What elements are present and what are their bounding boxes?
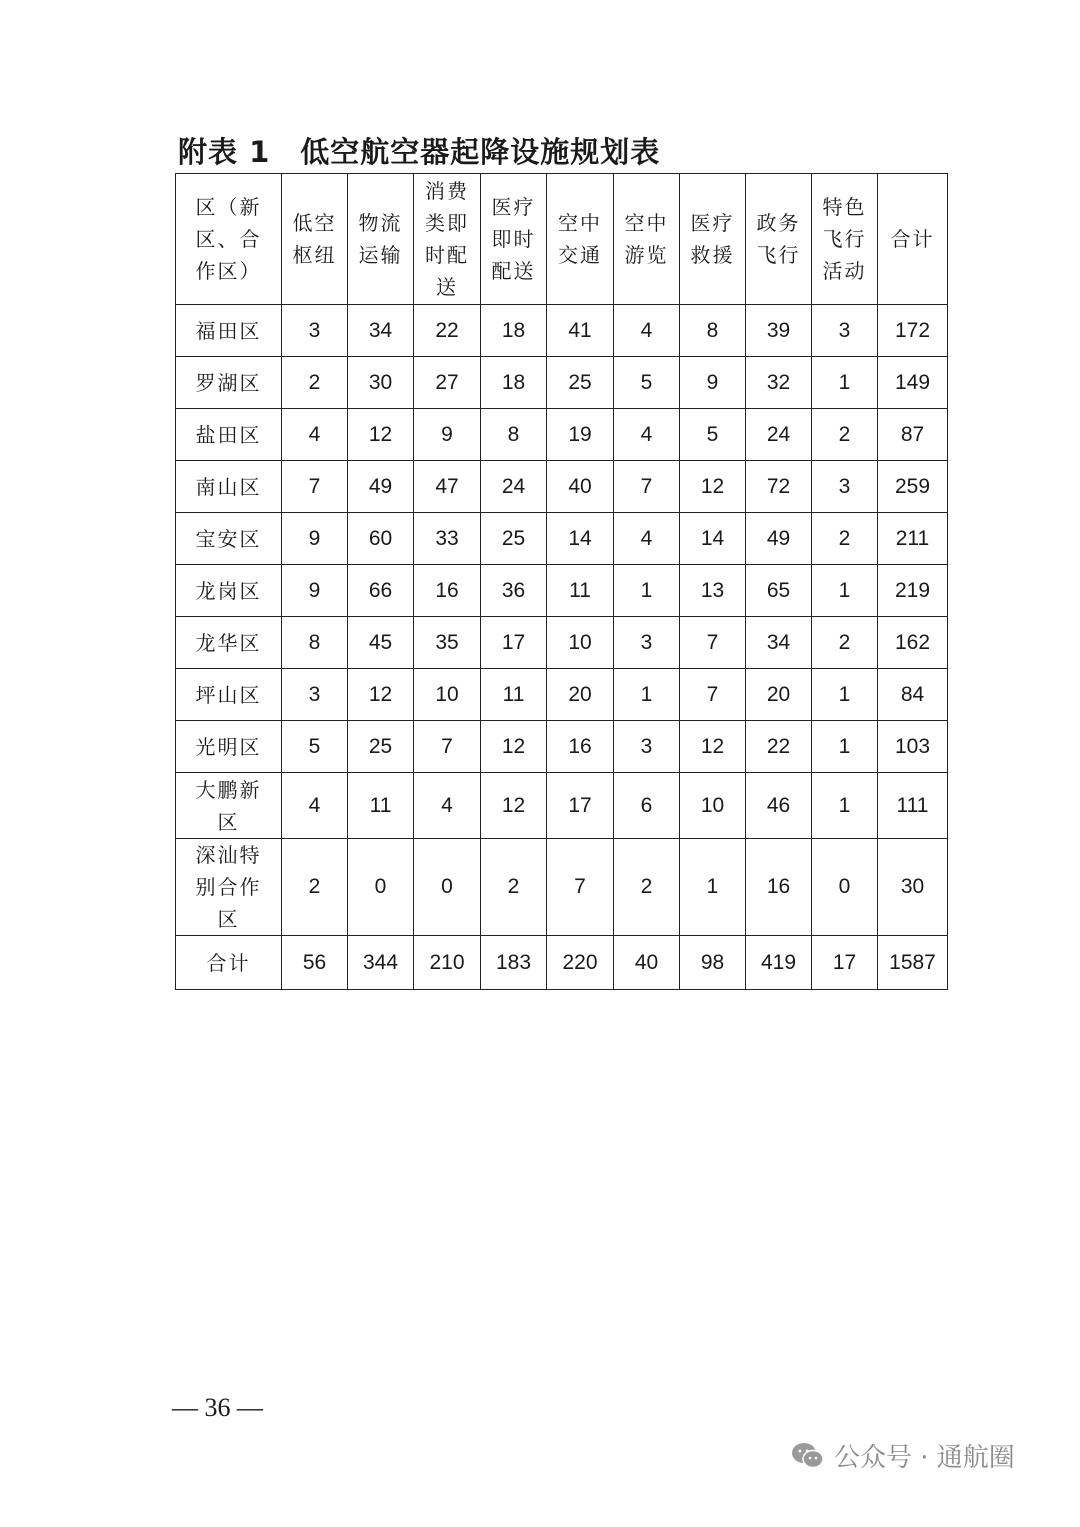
value-cell: 3 [282,669,348,721]
total-value-cell: 183 [481,936,547,990]
total-value-cell: 17 [812,936,878,990]
table-row [176,839,948,936]
value-cell: 30 [878,839,948,936]
total-label: 合计 [176,936,282,990]
facility-plan-table [175,173,948,990]
value-cell: 1 [614,565,680,617]
table-row [176,669,948,721]
value-cell: 7 [614,461,680,513]
total-row [176,936,948,990]
value-cell: 66 [348,565,414,617]
district-cell: 坪山区 [176,669,282,721]
value-cell: 25 [481,513,547,565]
value-cell: 24 [746,409,812,461]
value-cell: 22 [414,305,481,357]
header-medical-delivery: 医疗即时配送 [481,174,547,305]
value-cell: 4 [614,513,680,565]
value-cell: 11 [547,565,614,617]
value-cell: 4 [282,409,348,461]
value-cell: 172 [878,305,948,357]
value-cell: 0 [348,839,414,936]
value-cell: 1 [812,565,878,617]
value-cell: 4 [614,305,680,357]
value-cell: 259 [878,461,948,513]
value-cell: 211 [878,513,948,565]
value-cell: 20 [547,669,614,721]
district-cell: 福田区 [176,305,282,357]
value-cell: 3 [812,461,878,513]
value-cell: 60 [348,513,414,565]
value-cell: 8 [481,409,547,461]
value-cell: 12 [348,409,414,461]
value-cell: 10 [414,669,481,721]
value-cell: 3 [614,721,680,773]
district-cell: 罗湖区 [176,357,282,409]
value-cell: 3 [614,617,680,669]
value-cell: 34 [348,305,414,357]
value-cell: 0 [812,839,878,936]
header-hub: 低空枢纽 [282,174,348,305]
value-cell: 17 [547,773,614,839]
district-cell: 龙岗区 [176,565,282,617]
table-row [176,721,948,773]
value-cell: 9 [282,513,348,565]
header-district: 区（新区、合作区） [176,174,282,305]
header-special-flight: 特色飞行活动 [812,174,878,305]
value-cell: 13 [680,565,746,617]
value-cell: 2 [812,617,878,669]
value-cell: 5 [614,357,680,409]
value-cell: 7 [547,839,614,936]
value-cell: 39 [746,305,812,357]
value-cell: 4 [614,409,680,461]
value-cell: 47 [414,461,481,513]
value-cell: 9 [282,565,348,617]
value-cell: 10 [680,773,746,839]
value-cell: 2 [282,839,348,936]
total-value-cell: 40 [614,936,680,990]
value-cell: 18 [481,357,547,409]
value-cell: 12 [481,773,547,839]
district-cell: 龙华区 [176,617,282,669]
district-cell: 深汕特别合作区 [176,839,282,936]
value-cell: 3 [282,305,348,357]
value-cell: 12 [680,721,746,773]
value-cell: 111 [878,773,948,839]
table-row [176,565,948,617]
value-cell: 65 [746,565,812,617]
value-cell: 49 [746,513,812,565]
value-cell: 72 [746,461,812,513]
header-government-flight: 政务飞行 [746,174,812,305]
value-cell: 87 [878,409,948,461]
value-cell: 0 [414,839,481,936]
value-cell: 12 [680,461,746,513]
table-row [176,773,948,839]
total-value-cell: 98 [680,936,746,990]
value-cell: 7 [680,617,746,669]
value-cell: 46 [746,773,812,839]
total-value-cell: 220 [547,936,614,990]
header-medical-rescue: 医疗救援 [680,174,746,305]
value-cell: 11 [481,669,547,721]
value-cell: 25 [348,721,414,773]
header-sightseeing: 空中游览 [614,174,680,305]
value-cell: 6 [614,773,680,839]
value-cell: 4 [414,773,481,839]
district-cell: 宝安区 [176,513,282,565]
total-value-cell: 1587 [878,936,948,990]
value-cell: 149 [878,357,948,409]
value-cell: 45 [348,617,414,669]
value-cell: 9 [680,357,746,409]
value-cell: 33 [414,513,481,565]
value-cell: 219 [878,565,948,617]
value-cell: 2 [812,409,878,461]
value-cell: 103 [878,721,948,773]
table-body [176,305,948,990]
district-cell: 光明区 [176,721,282,773]
value-cell: 7 [282,461,348,513]
header-row [176,174,948,305]
value-cell: 41 [547,305,614,357]
value-cell: 19 [547,409,614,461]
value-cell: 25 [547,357,614,409]
value-cell: 49 [348,461,414,513]
table-title [178,130,660,171]
header-logistics: 物流运输 [348,174,414,305]
value-cell: 84 [878,669,948,721]
total-value-cell: 344 [348,936,414,990]
watermark [790,1437,1015,1474]
value-cell: 14 [680,513,746,565]
value-cell: 10 [547,617,614,669]
value-cell: 16 [414,565,481,617]
value-cell: 1 [812,721,878,773]
table-row [176,305,948,357]
watermark-text: 公众号 · 通航圈 [834,1443,1015,1473]
value-cell: 36 [481,565,547,617]
value-cell: 20 [746,669,812,721]
value-cell: 4 [282,773,348,839]
table-row [176,513,948,565]
table-row [176,409,948,461]
value-cell: 7 [414,721,481,773]
value-cell: 1 [812,669,878,721]
table-row [176,461,948,513]
value-cell: 16 [746,839,812,936]
title-prefix: 附表 1 [178,135,271,169]
value-cell: 22 [746,721,812,773]
value-cell: 2 [282,357,348,409]
value-cell: 14 [547,513,614,565]
total-value-cell: 419 [746,936,812,990]
value-cell: 2 [481,839,547,936]
value-cell: 1 [812,773,878,839]
header-consumer-delivery: 消费类即时配送 [414,174,481,305]
title-text: 低空航空器起降设施规划表 [300,135,661,169]
value-cell: 27 [414,357,481,409]
value-cell: 40 [547,461,614,513]
value-cell: 2 [614,839,680,936]
header-air-traffic: 空中交通 [547,174,614,305]
value-cell: 30 [348,357,414,409]
value-cell: 35 [414,617,481,669]
value-cell: 34 [746,617,812,669]
total-value-cell: 56 [282,936,348,990]
value-cell: 24 [481,461,547,513]
value-cell: 17 [481,617,547,669]
district-cell: 盐田区 [176,409,282,461]
value-cell: 9 [414,409,481,461]
value-cell: 12 [348,669,414,721]
table-row [176,617,948,669]
district-cell: 大鹏新区 [176,773,282,839]
value-cell: 12 [481,721,547,773]
value-cell: 1 [812,357,878,409]
value-cell: 5 [282,721,348,773]
value-cell: 2 [812,513,878,565]
table-row [176,357,948,409]
value-cell: 1 [680,839,746,936]
value-cell: 18 [481,305,547,357]
value-cell: 16 [547,721,614,773]
value-cell: 5 [680,409,746,461]
value-cell: 32 [746,357,812,409]
page-number: — 36 — [172,1393,263,1422]
value-cell: 8 [680,305,746,357]
value-cell: 7 [680,669,746,721]
district-cell: 南山区 [176,461,282,513]
value-cell: 3 [812,305,878,357]
header-total: 合计 [878,174,948,305]
value-cell: 162 [878,617,948,669]
value-cell: 11 [348,773,414,839]
wechat-icon [790,1441,826,1471]
value-cell: 8 [282,617,348,669]
total-value-cell: 210 [414,936,481,990]
value-cell: 1 [614,669,680,721]
